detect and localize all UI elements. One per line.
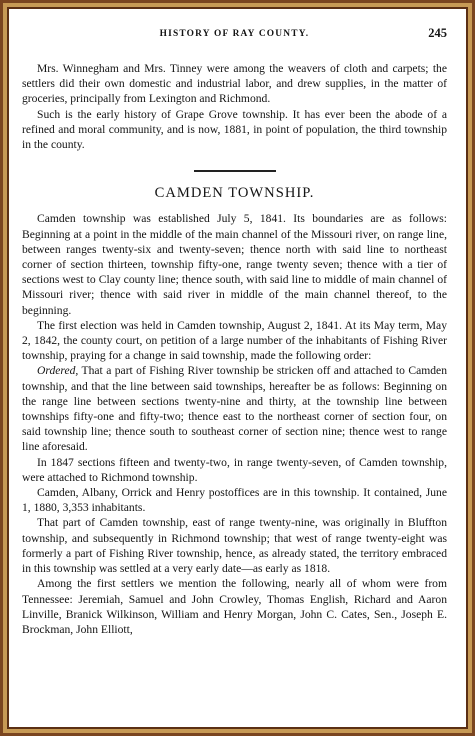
ordered-italic: Ordered,: [37, 364, 79, 378]
section-divider: [194, 170, 276, 172]
section-paragraph-7: Among the first settlers we mention the following, nearly all of whom were from Tennessee: Jeremiah, Samuel and John Crowley, Thomas English, Richard and Aaron Linville, Branick Wilkinson, William and Henry Morgan, John C. Cates, Sen., Joseph E. Brockman, John Elliott,: [22, 577, 447, 636]
intro-paragraph-1: Mrs. Winnegham and Mrs. Tinney were among the weavers of cloth and carpets; the settlers did their own domestic and industrial labor, and drew supplies, in the matter of groceries, principally from Lexington and Richmond.: [22, 62, 447, 106]
intro-paragraph-2: Such is the early history of Grape Grove township. It has ever been the abode of a refined and moral community, and is now, 1881, in point of population, the third township in the county.: [22, 107, 447, 152]
book-page: [22, 0, 447, 637]
running-head: [22, 27, 447, 43]
section-paragraph-4: In 1847 sections fifteen and twenty-two, in range twenty-seven, of Camden township, were attached to Richmond township.: [22, 455, 447, 484]
section-title: CAMDEN TOWNSHIP.: [154, 185, 315, 202]
section-paragraph-3-text: That a part of Fishing River township be stricken off and attached to Camden township, and that the line between said townships, hereafter be as follows: Beginning on the range line between sections twenty-nine and thirty, at the township line between townships fifty-one and fifty-two; thence east to the northeast corner of section four, on said township line; thence south to southeast corner of section nine; thence west to range line aforesaid.: [22, 364, 447, 454]
section-paragraph-6: That part of Camden township, east of range twenty-nine, was originally in Bluffton township, and subsequently in Richmond township; that west of range twenty-eight was formerly a part of Fishing River township, hence, as already stated, the territory embraced in this township was settled at a very early date—as early as 1818.: [22, 516, 447, 576]
running-head-title: HISTORY OF RAY COUNTY.: [159, 29, 310, 39]
section-paragraph-1: Camden township was established July 5, 1841. Its boundaries are as follows: Beginning at a point in the middle of the main channel of the Missouri river, on range line, between ranges twenty-six and twenty-seven; thence north with said line to northeast corner of section thirteen, township fifty-one, range twenty seven; thence with a tier of sections west to Clay county line; thence south, with said line to middle of main channel of Missouri river; thence with said river in middle of the main channel thereof, to the beginning.: [22, 212, 447, 317]
section-paragraph-3: [22, 363, 447, 454]
section-paragraph-2: The first election was held in Camden township, August 2, 1841. At its May term, May 2, 1842, the county court, on petition of a large number of the inhabitants of Fishing River township, praying for a change in said township, made the following order:: [22, 318, 447, 363]
page-number: 245: [428, 26, 447, 40]
section-paragraph-5: Camden, Albany, Orrick and Henry postoffices are in this township. It contained, June 1, 1880, 3,353 inhabitants.: [22, 486, 447, 515]
